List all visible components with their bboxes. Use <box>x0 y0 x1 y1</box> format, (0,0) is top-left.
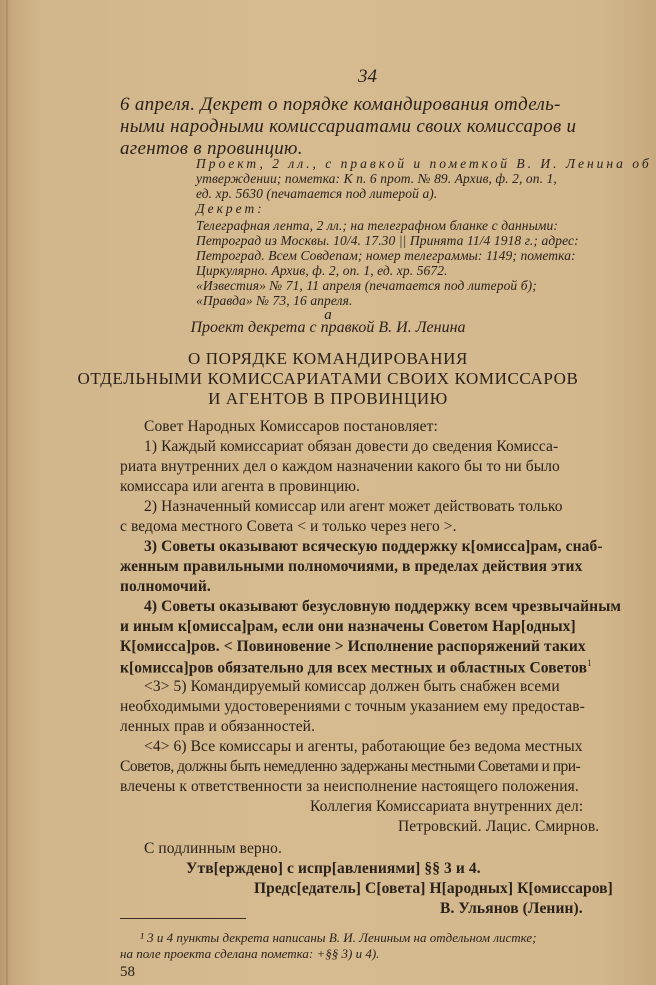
footnote-marker: 1 <box>587 658 592 668</box>
source-note-line: Телеграфная лента, 2 лл.; на телеграфном бланке с данными: <box>196 218 558 233</box>
source-note-line: «Правда» № 73, 16 апреля. <box>196 293 353 308</box>
signature-line: Петровский. Лацис. Смирнов. <box>398 818 600 835</box>
bottom-page-number: 58 <box>120 964 135 980</box>
source-note-line: ед. хр. 5630 (печатается под литерой а). <box>196 186 438 201</box>
decree-body-line: с ведома местного Совета < и только через него >. <box>120 518 457 535</box>
decree-body-text: к[омисса]ров обязательно для всех местных и областных Советов <box>120 659 588 677</box>
source-note-line: утверждении; пометка: К п. 6 прот. № 89. Архив, ф. 2, оп. 1, <box>196 171 557 186</box>
decree-body-line-with-footnote <box>120 658 592 677</box>
decree-heading-line: ОТДЕЛЬНЫМИ КОМИССАРИАТАМИ СВОИХ КОМИССАРОВ <box>77 369 579 388</box>
source-note-line: Проект, 2 лл., с правкой и пометкой В. И. Ленина об <box>196 156 652 171</box>
document-title-line: агентов в провинцию. <box>120 138 303 159</box>
footnote-separator <box>120 918 246 919</box>
decree-heading-line: О ПОРЯДКЕ КОМАНДИРОВАНИЯ <box>188 349 468 368</box>
decree-body-line: полномочий. <box>120 578 211 595</box>
decree-body-line: 3) Советы оказывают всяческую поддержку к[омисса]рам, снаб- <box>144 538 603 555</box>
signature-line: Коллегия Комиссариата внутренних дел: <box>310 798 584 815</box>
decree-body-line: Совет Народных Комиссаров постановляет: <box>144 418 438 435</box>
certified-note: С подлинным верно. <box>144 840 282 857</box>
decree-heading-line: И АГЕНТОВ В ПРОВИНЦИЮ <box>208 389 448 408</box>
decree-body-line: 1) Каждый комиссариат обязан довести до сведения Комисса- <box>144 438 559 455</box>
decree-body-line: К[омисса]ров. < Повиновение > Исполнение распоряжений таких <box>120 638 586 655</box>
decree-body-line: влечены к ответственности за неисполнение настоящего положения. <box>120 778 579 795</box>
decree-body-line: и иным к[омисса]рам, если они назначены Советом Нар[одных] <box>120 618 576 635</box>
decree-body-line: необходимыми удостоверениями с точным указанием ему предостав- <box>120 698 585 715</box>
document-title-line: 6 апреля. Декрет о порядке командирования отдель- <box>120 94 561 115</box>
page-spine-shadow <box>6 0 8 985</box>
section-letter: а <box>324 307 332 323</box>
decree-body-line: ленных прав и обязанностей. <box>120 718 316 735</box>
approval-line: В. Ульянов (Ленин). <box>440 900 583 917</box>
footnote-line: на поле проекта сделана пометка: +§§ 3) и 4). <box>120 946 380 961</box>
decree-body-line: Советов, должны быть немедленно задержаны местными Советами и при- <box>120 758 581 775</box>
footnote-line: ¹ 3 и 4 пункты декрета написаны В. И. Лениным на отдельном листке; <box>140 930 537 945</box>
decree-body-line: женным правильными полномочиями, в пределах действия этих <box>120 558 583 575</box>
document-title-line: ными народными комиссариатами своих комиссаров и <box>120 116 577 137</box>
source-note-line: Декрет: <box>196 201 265 216</box>
section-subtitle: Проект декрета с правкой В. И. Ленина <box>190 319 466 336</box>
source-note-line: Петроград. Всем Совдепам; номер телеграммы: 1149; пометка: <box>196 248 576 263</box>
page-number: 34 <box>358 66 377 87</box>
decree-body-line: риата внутренних дел о каждом назначении какого бы то ни было <box>120 458 560 475</box>
decree-body-line: <4> 6) Все комиссары и агенты, работающие без ведома местных <box>144 738 583 755</box>
approval-line: Предс[едатель] С[овета] Н[ародных] К[омиссаров] <box>254 880 613 897</box>
source-note-line: «Известия» № 71, 11 апреля (печатается под литерой б); <box>196 278 537 293</box>
decree-body-line: 2) Назначенный комиссар или агент может действовать только <box>144 498 563 515</box>
decree-body-line: <3> 5) Командируемый комиссар должен быть снабжен всеми <box>144 678 560 695</box>
source-note-line: Петроград из Москвы. 10/4. 17.30 || Принята 11/4 1918 г.; адрес: <box>196 233 579 248</box>
decree-body-line: комиссара или агента в провинцию. <box>120 478 361 495</box>
decree-body-line: 4) Советы оказывают безусловную поддержку всем чрезвычайным <box>144 598 622 615</box>
source-note-line: Циркулярно. Архив, ф. 2, оп. 1, ед. хр. 5672. <box>196 263 448 278</box>
approval-line: Утв[ерждено] с испр[авлениями] §§ 3 и 4. <box>186 860 481 877</box>
